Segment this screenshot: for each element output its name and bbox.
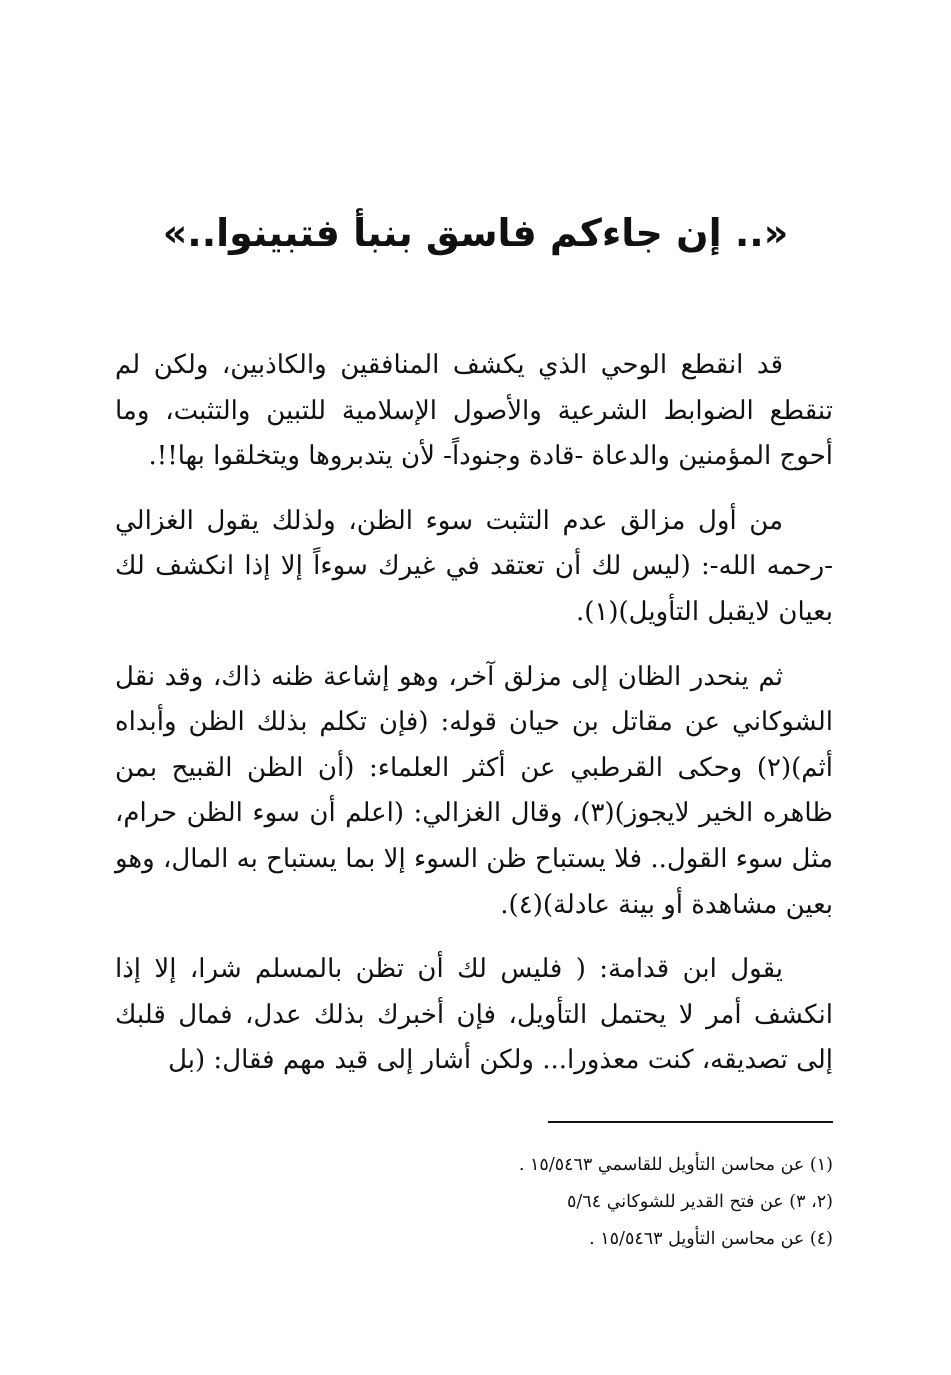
paragraph-2: من أول مزالق عدم التثبت سوء الظن، ولذلك يقول الغزالي -رحمه الله-: (ليس لك أن تعتقد في غيرك سوءاً إلا إذا انكشف لك بعيان لايقبل التأويل)(١).	[115, 505, 833, 627]
footnote-1: (١) عن محاسن التأويل للقاسمي ١٥/٥٤٦٣ .	[518, 1155, 833, 1175]
paragraph-3: ثم ينحدر الظان إلى مزلق آخر، وهو إشاعة ظنه ذاك، وقد نقل الشوكاني عن مقاتل بن حيان قوله: (فإن تكلم بذلك الظن وأبداه أثم)(٢) وحكى القرطبي عن أكثر العلماء: (أن الظن القبيح بمن ظاهره الخير لايجوز)(٣)، وقال الغزالي: (اعلم أن سوء الظن حرام، مثل سوء القول.. فلا يستباح ظن السوء إلا بما يستباح به المال، وهو بعين مشاهدة أو بينة عادلة)(٤).	[115, 661, 833, 920]
footnote-divider	[548, 1121, 833, 1123]
paragraph-4: يقول ابن قدامة: ( فليس لك أن تظن بالمسلم شرا، إلا إذا انكشف أمر لا يحتمل التأويل، فإن أخبرك بذلك عدل، فمال قلبك إلى تصديقه، كنت معذورا... ولكن أشار إلى قيد مهم فقال: (بل	[115, 954, 833, 1076]
paragraph-1: قد انقطع الوحي الذي يكشف المنافقين والكاذبين، ولكن لم تنقطع الضوابط الشرعية والأصول الإسلامية للتبين والتثبت، وما أحوج المؤمنين والدعاة -قادة وجنوداً- لأن يتدبروها ويتخلقوا بها!!.	[115, 350, 833, 472]
footnote-2: (٢، ٣) عن فتح القدير للشوكاني ٥/٦٤	[567, 1192, 833, 1212]
footnotes	[300, 1147, 833, 1258]
page-title: «.. إن جاءكم فاسق بنبأ فتبينوا..»	[162, 211, 789, 255]
body-text	[115, 343, 833, 1103]
footnote-3: (٤) عن محاسن التأويل ١٥/٥٤٦٣ .	[589, 1229, 833, 1249]
